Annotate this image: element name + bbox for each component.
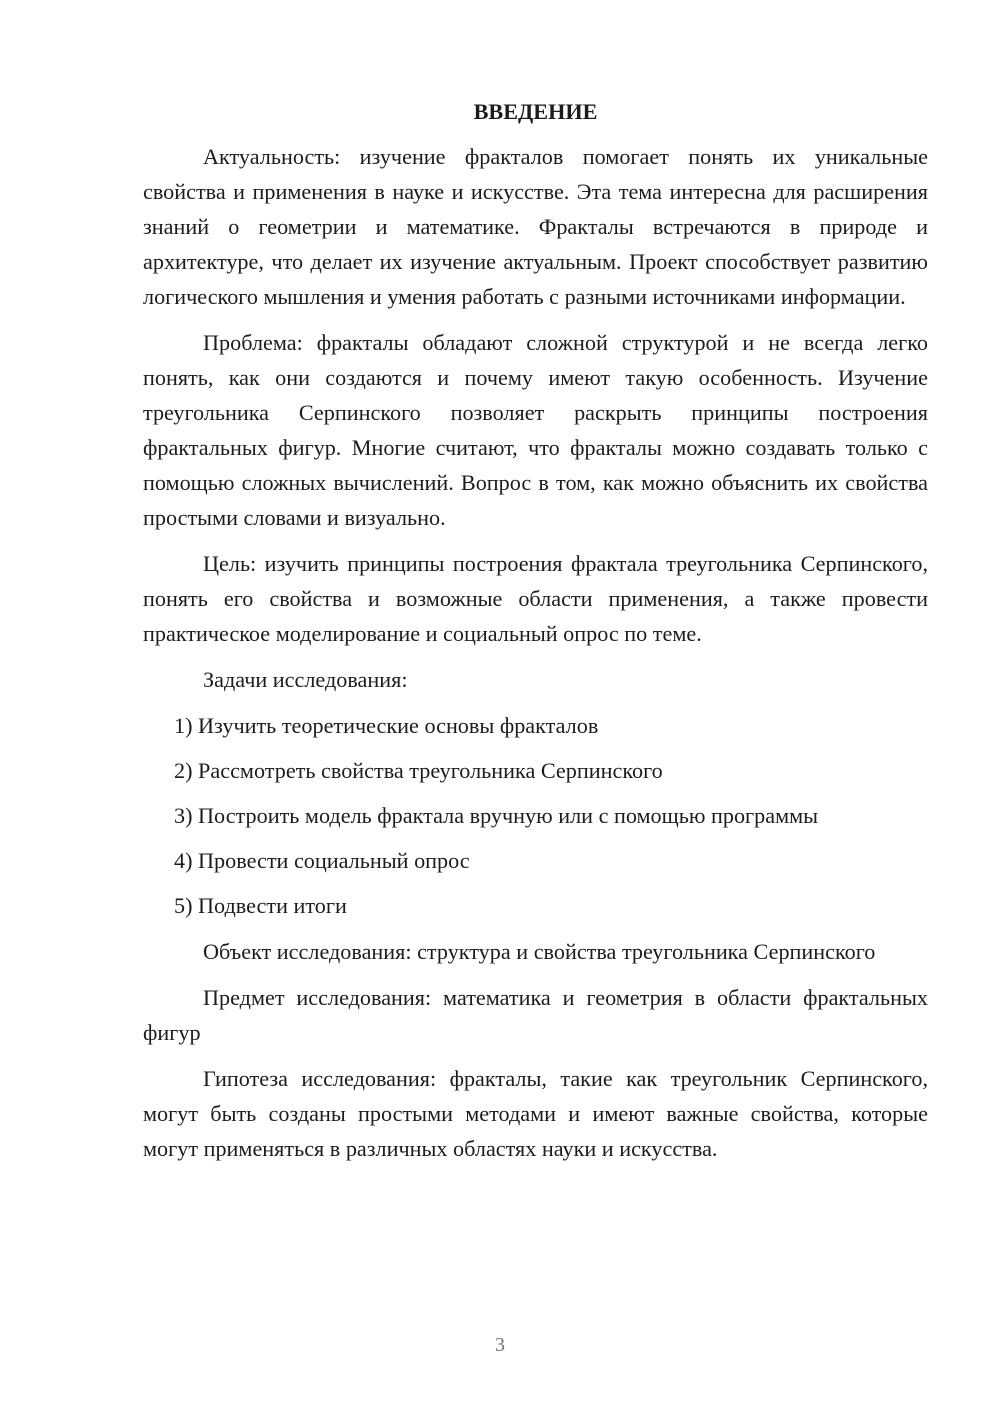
document-page <box>143 94 928 1177</box>
subject-paragraph: Предмет исследования: математика и геометрия в области фрактальных фигур <box>143 985 928 1045</box>
list-item: 2) Рассмотреть свойства треугольника Серпинского <box>174 758 663 783</box>
tasks-heading: Задачи исследования: <box>203 667 408 692</box>
problem-paragraph: Проблема: фракталы обладают сложной структурой и не всегда легко понять, как они создаются и почему имеют такую особенность. Изучение треугольника Серпинского позволяет раскрыть принципы построения фрактальных фигур. Многие считают, что фракталы можно создавать только с помощью сложных вычислений. Вопрос в том, как можно объяснить их свойства простыми словами и визуально. <box>143 330 928 530</box>
page-number: 3 <box>495 1334 505 1356</box>
goal-paragraph: Цель: изучить принципы построения фрактала треугольника Серпинского, понять его свойства и возможные области применения, а также провести практическое моделирование и социальный опрос по теме. <box>143 551 928 646</box>
list-item: 3) Построить модель фрактала вручную или с помощью программы <box>174 803 819 828</box>
tasks-list <box>143 708 928 923</box>
list-item: 5) Подвести итоги <box>174 893 347 918</box>
section-title: ВВЕДЕНИЕ <box>473 99 598 124</box>
relevance-paragraph: Актуальность: изучение фракталов помогает понять их уникальные свойства и применения в науке и искусстве. Эта тема интересна для расширения знаний о геометрии и математике. Фракталы встречаются в природе и архитектуре, что делает их изучение актуальным. Проект способствует развитию логического мышления и умения работать с разными источниками информации. <box>143 144 928 309</box>
list-item: 1) Изучить теоретические основы фракталов <box>174 713 599 738</box>
object-paragraph: Объект исследования: структура и свойства треугольника Серпинского <box>203 939 876 964</box>
hypothesis-paragraph: Гипотеза исследования: фракталы, такие как треугольник Серпинского, могут быть созданы простыми методами и имеют важные свойства, которые могут применяться в различных областях науки и искусства. <box>143 1066 928 1161</box>
list-item: 4) Провести социальный опрос <box>174 848 470 873</box>
